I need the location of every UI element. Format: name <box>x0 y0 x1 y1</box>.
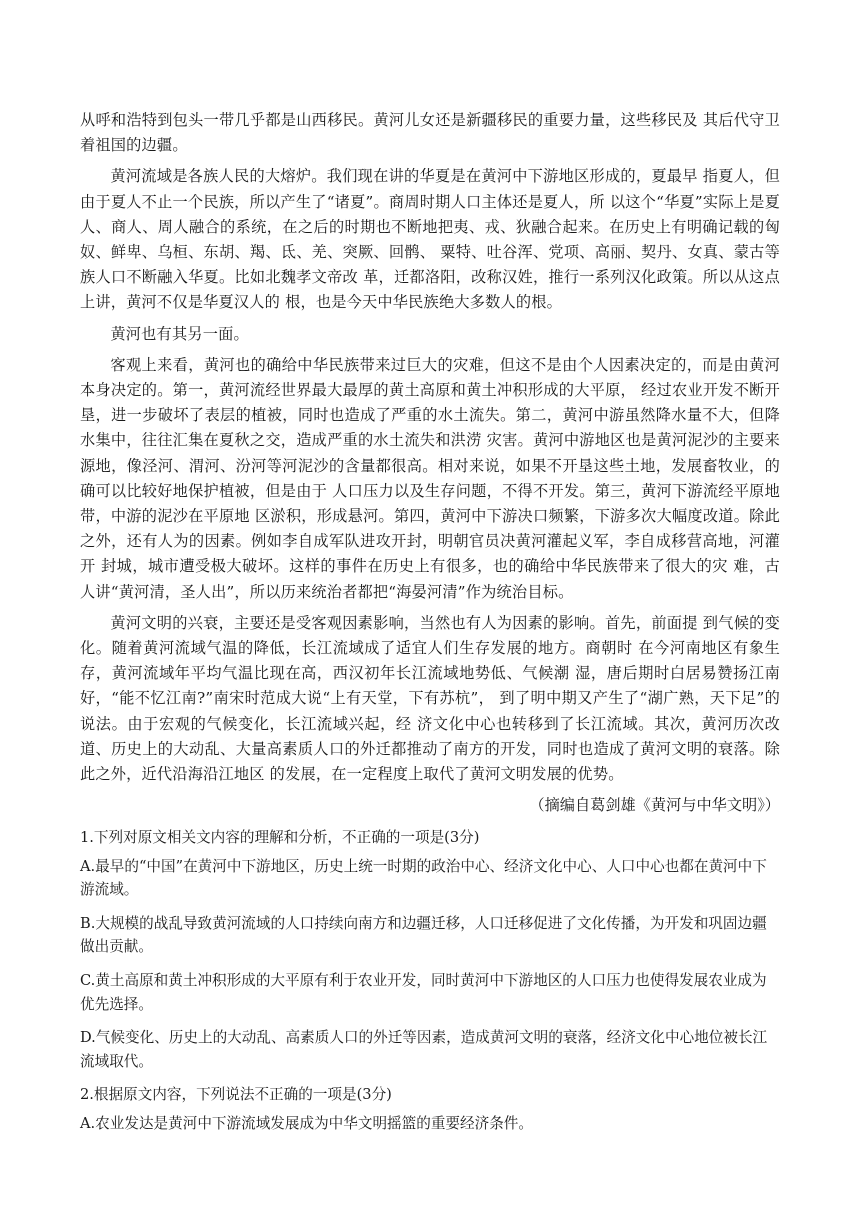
question-1-option-c: C.黄土高原和黄土冲积形成的大平原有利于农业开发，同时黄河中下游地区的人口压力也使得发展农业成为优先选择。 <box>80 971 767 1013</box>
article-paragraph-1: 从呼和浩特到包头一带几乎都是山西移民。黄河儿女还是新疆移民的重要力量，这些移民及 其后代守卫着祖国的边疆。 <box>80 111 780 155</box>
question-section <box>80 826 780 1146</box>
article-paragraph-3: 黄河也有其另一面。 <box>110 324 249 343</box>
article-paragraph-5: 黄河文明的兴衰，主要还是受客观因素影响，当然也有人为因素的影响。首先，前面提 到气候的变化。随着黄河流域气温的降低，长江流域成了适宜人们生存发展的地方。商朝时 在今河南地区有象生存，黄河流域年平均气温比现在高，西汉初年长江流域地势低、气候潮 湿，唐后期时白居易赞扬江南好，“能不忆江南?”南宋时范成大说“上有天堂，下有苏杭”， 到了明中期又产生了“湖广熟，天下足”的说法。由于宏观的气候变化，长江流域兴起，经 济文化中心也转移到了长江流域。其次，黄河历次改道、历史上的大动乱、大量高素质人口的外迁都推动了南方的开发，同时也造成了黄河文明的衰落。除此之外，近代沿海沿江地区 的发展，在一定程度上取代了黄河文明发展的优势。 <box>80 613 780 784</box>
question-2-option-a: A.农业发达是黄河中下游流域发展成为中华文明摇篮的重要经济条件。 <box>80 1114 533 1132</box>
question-1-option-a: A.最早的“中国”在黄河中下游地区，历史上统一时期的政治中心、经济文化中心、人口中心也都在黄河中下游流域。 <box>80 857 767 899</box>
question-1-option-d: D.气候变化、历史上的大动乱、高素质人口的外迁等因素，造成黄河文明的衰落，经济文化中心地位被长江流域取代。 <box>80 1029 768 1070</box>
article-paragraph-2: 黄河流域是各族人民的大熔炉。我们现在讲的华夏是在黄河中下游地区形成的，夏最早 指夏人，但由于夏人不止一个民族，所以产生了“诸夏”。商周时期人口主体还是夏人，所 以这个“华夏”实际上是夏人、商人、周人融合的系统，在之后的时期也不断地把夷、戎、狄融合起来。在历史上有明确记载的匈奴、鲜卑、乌桓、东胡、羯、氐、羌、突厥、回鹘、 粟特、吐谷浑、党项、高丽、契丹、女真、蒙古等族人口不断融入华夏。比如北魏孝文帝改 革，迁都洛阳，改称汉姓，推行一系列汉化政策。所以从这点上讲，黄河不仅是华夏汉人的 根，也是今天中华民族绝大多数人的根。 <box>80 167 780 312</box>
question-2-stem: 2.根据原文内容，下列说法不正确的一项是(3分) <box>80 1086 392 1104</box>
article-source: （摘编自葛剑雄《黄河与中华文明》） <box>529 796 780 815</box>
question-1-stem: 1.下列对原文相关文内容的理解和分析，不正确的一项是(3分) <box>80 829 480 846</box>
question-1-option-b: B.大规模的战乱导致黄河流域的人口持续向南方和边疆迁移，人口迁移促进了文化传播，为开发和巩固边疆做出贡献。 <box>80 914 767 956</box>
article-paragraph-4: 客观上来看，黄河也的确给中华民族带来过巨大的灾难，但这不是由个人因素决定的，而是由黄河本身决定的。第一，黄河流经世界最大最厚的黄土高原和黄土冲积形成的大平原， 经过农业开发不断开垦，进一步破坏了表层的植被，同时也造成了严重的水土流失。第二，黄河中游虽然降水量不大，但降水集中，往往汇集在夏秋之交，造成严重的水土流失和洪涝 灾害。黄河中游地区也是黄河泥沙的主要来源地，像泾河、渭河、汾河等河泥沙的含量都很高。相对来说，如果不开垦这些土地，发展畜牧业，的确可以比较好地保护植被，但是由于 人口压力以及生存问题，不得不开发。第三，黄河下游流经平原地带，中游的泥沙在平原地 区淤积，形成悬河。第四，黄河中下游决口频繁，下游多次大幅度改道。除此之外，还有人为的因素。例如李自成军队进攻开封，明朝官员决黄河灌起义军，李自成移营高地，河灌开 封城，城市遭受极大破坏。这样的事件在历史上有很多，也的确给中华民族带来了很大的灾 难，古人讲“黄河清，圣人出”，所以历来统治者都把“海晏河清”作为统治目标。 <box>80 355 780 601</box>
article <box>80 108 780 817</box>
